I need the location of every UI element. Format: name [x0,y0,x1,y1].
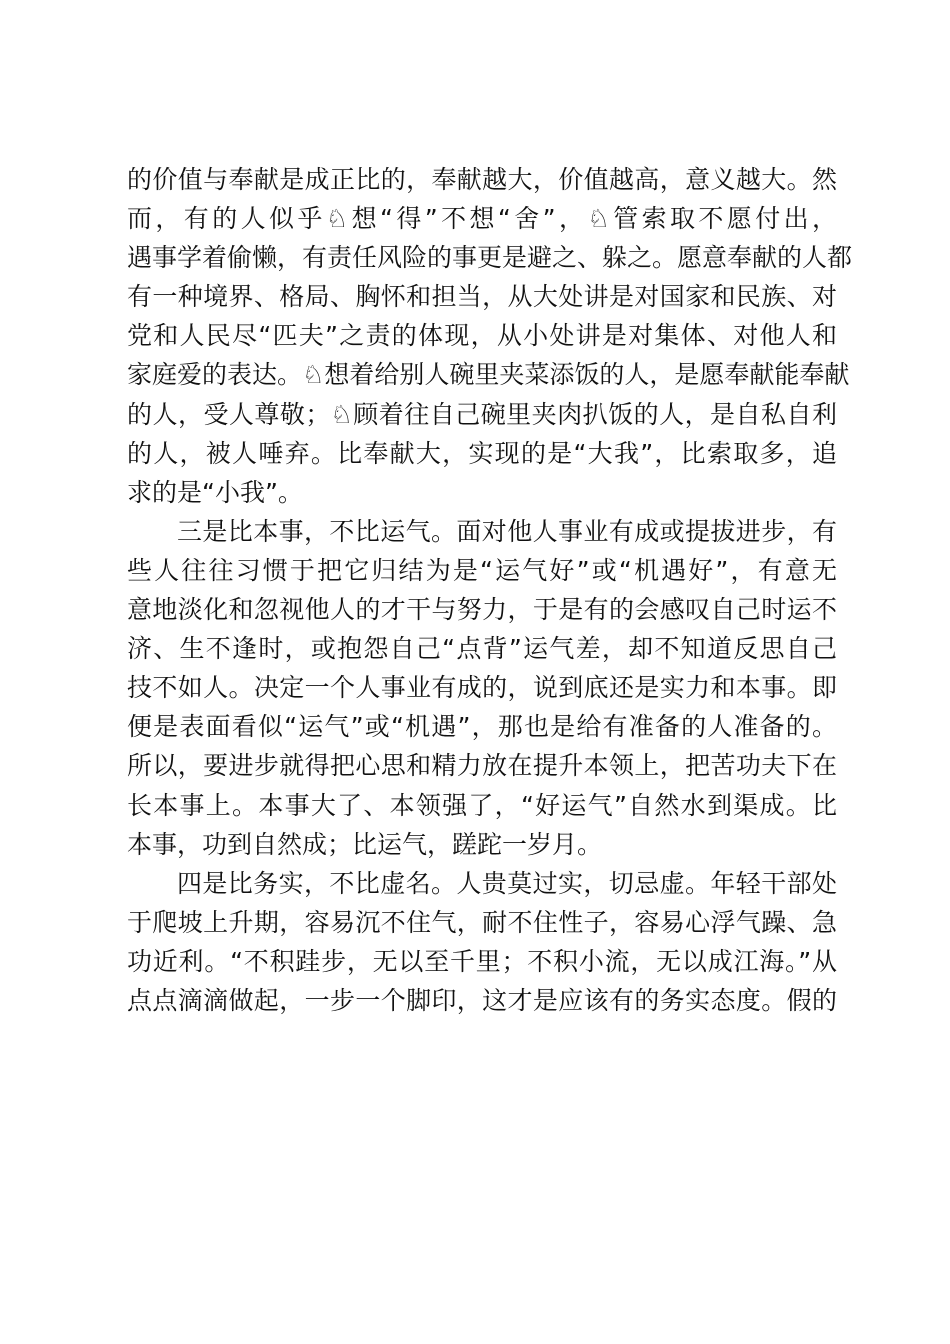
paragraph-2 [127,512,837,864]
text-line: 点点滴滴做起，一步一个脚印，这才是应该有的务实态度。假的 [127,985,837,1015]
text-line: 家庭爱的表达。♘想着给别人碗里夹菜添饭的人，是愿奉献能奉献 [127,360,850,390]
text-line: 功近利。“不积跬步，无以至千里；不积小流，无以成江海。”从 [127,946,837,976]
text-line: 党和人民尽“匹夫”之责的体现，从小处讲是对集体、对他人和 [127,321,837,351]
text-line: 遇事学着偷懒，有责任风险的事更是避之、躲之。愿意奉献的人都 [127,243,853,273]
text-line: 济、生不逢时，或抱怨自己“点背”运气差，却不知道反思自己 [127,634,837,664]
text-line: 四是比务实，不比虚名。人贵莫过实，切忌虚。年轻干部处 [177,868,837,898]
text-line: 的价值与奉献是成正比的，奉献越大，价值越高，意义越大。然 [127,165,837,194]
text-line: 所以，要进步就得把心思和精力放在提升本领上，把苦功夫下在 [127,751,837,781]
text-line: 些人往往习惯于把它归结为是“运气好”或“机遇好”，有意无 [127,555,837,585]
text-line: 的人，被人唾弃。比奉献大，实现的是“大我”，比索取多，追 [127,438,837,468]
body-text [127,160,853,1020]
text-line: 求的是“小我”。 [127,477,303,507]
text-line: 便是表面看似“运气”或“机遇”，那也是给有准备的人准备的。 [127,712,837,742]
text-line: 的人，受人尊敬；♘顾着往自己碗里夹肉扒饭的人，是自私自利 [127,399,837,429]
text-line: 本事，功到自然成；比运气，蹉跎一岁月。 [127,829,603,859]
text-line: 意地淡化和忽视他人的才干与努力，于是有的会感叹自己时运不 [127,595,837,625]
text-line: 有一种境界、格局、胸怀和担当，从大处讲是对国家和民族、对 [127,282,837,312]
text-line: 技不如人。决定一个人事业有成的，说到底还是实力和本事。即 [127,673,837,703]
paragraph-3 [127,864,837,1020]
text-line: 于爬坡上升期，容易沉不住气，耐不住性子，容易心浮气躁、急 [127,907,837,937]
text-line: 长本事上。本事大了、本领强了，“好运气”自然水到渠成。比 [127,790,837,820]
text-line: 而，有的人似乎♘想“得”不想“舍”，♘管索取不愿付出， [127,204,837,234]
paragraph-1 [127,160,853,512]
text-line: 三是比本事，不比运气。面对他人事业有成或提拔进步，有 [177,516,837,546]
